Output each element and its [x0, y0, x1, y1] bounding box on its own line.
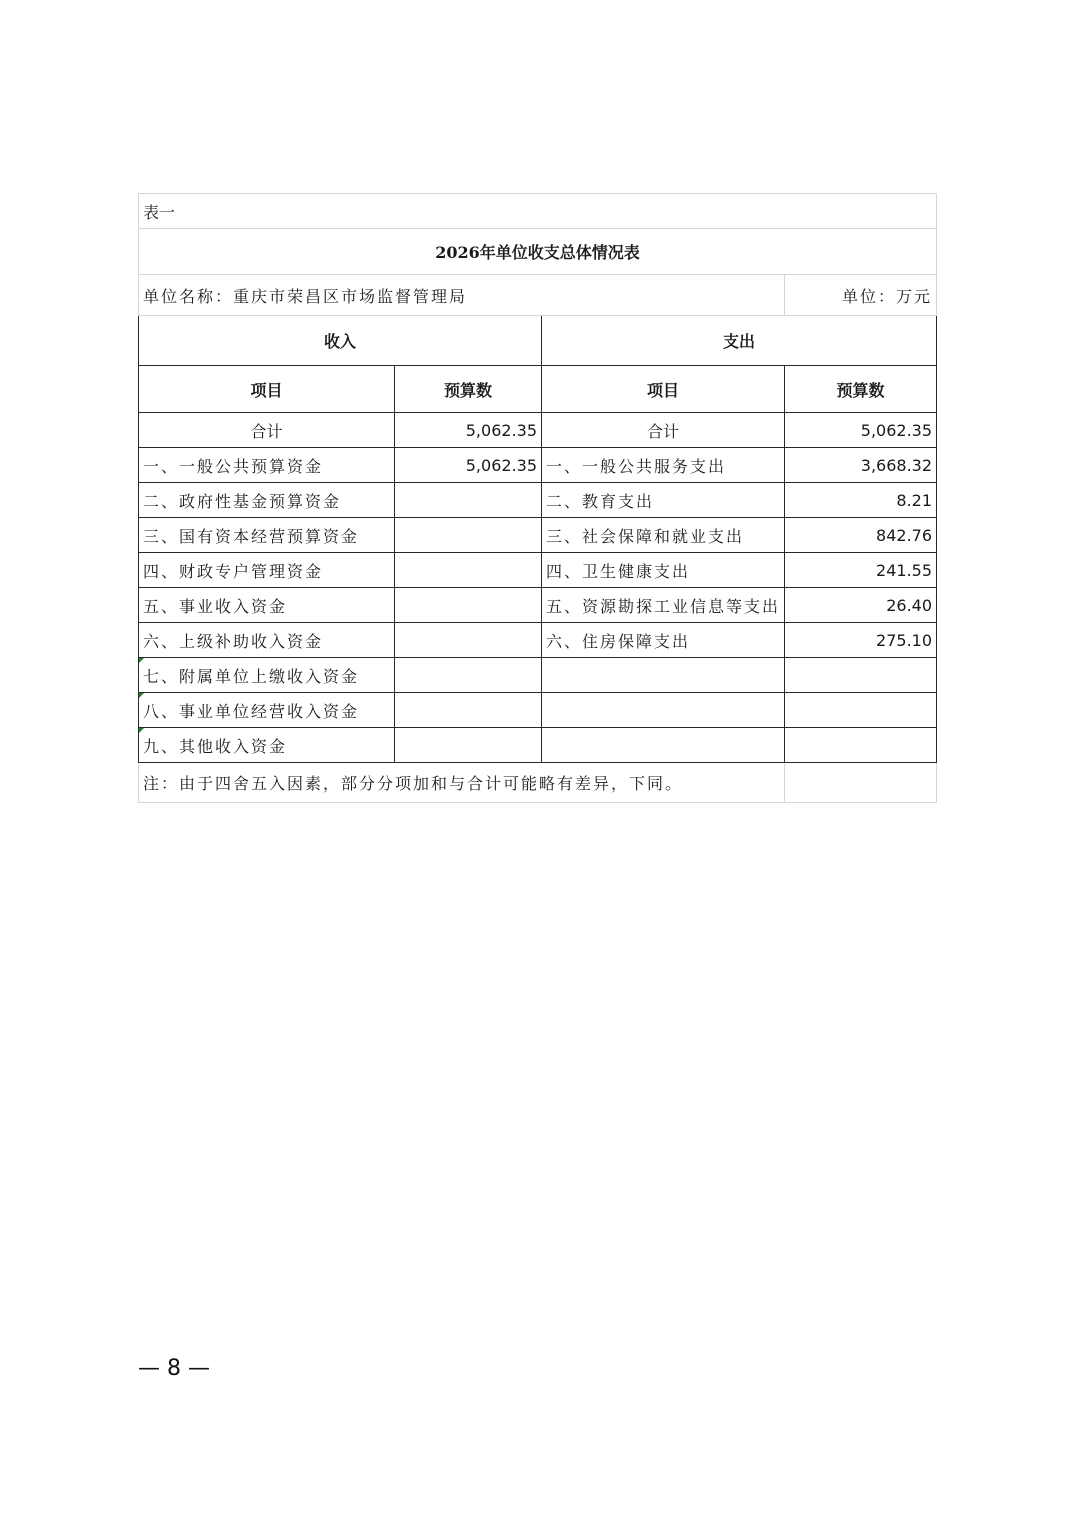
table-row — [139, 728, 937, 763]
income-header: 收入 — [139, 316, 542, 366]
footnote-blank-cell — [785, 763, 937, 803]
income-item: 七、附属单位上缴收入资金 — [139, 658, 395, 693]
income-value — [395, 693, 542, 728]
table-row — [139, 518, 937, 553]
expense-value — [785, 728, 937, 763]
table-row — [139, 588, 937, 623]
expense-item: 五、资源勘探工业信息等支出 — [542, 588, 785, 623]
expense-item: 四、卫生健康支出 — [542, 553, 785, 588]
income-value: 5,062.35 — [395, 448, 542, 483]
income-total-value: 5,062.35 — [395, 413, 542, 448]
expense-value: 26.40 — [785, 588, 937, 623]
expense-value — [785, 658, 937, 693]
income-value — [395, 588, 542, 623]
expense-total-label: 合计 — [542, 413, 785, 448]
income-budget-header: 预算数 — [395, 366, 542, 413]
income-item: 九、其他收入资金 — [139, 728, 395, 763]
table-row — [139, 623, 937, 658]
income-value — [395, 623, 542, 658]
expense-value: 275.10 — [785, 623, 937, 658]
expense-value: 241.55 — [785, 553, 937, 588]
budget-table — [138, 193, 937, 803]
income-item: 三、国有资本经营预算资金 — [139, 518, 395, 553]
table-row — [139, 658, 937, 693]
table-row — [139, 553, 937, 588]
income-value — [395, 518, 542, 553]
expense-item: 三、社会保障和就业支出 — [542, 518, 785, 553]
table-row — [139, 448, 937, 483]
page-number: — 8 — — [138, 1356, 210, 1381]
income-value — [395, 553, 542, 588]
expense-item-header: 项目 — [542, 366, 785, 413]
expense-header: 支出 — [542, 316, 937, 366]
expense-item — [542, 728, 785, 763]
income-item: 二、政府性基金预算资金 — [139, 483, 395, 518]
expense-value: 3,668.32 — [785, 448, 937, 483]
expense-budget-header: 预算数 — [785, 366, 937, 413]
expense-item: 一、一般公共服务支出 — [542, 448, 785, 483]
unit-name: 单位名称：重庆市荣昌区市场监督管理局 — [139, 275, 785, 316]
income-item-header: 项目 — [139, 366, 395, 413]
income-value — [395, 728, 542, 763]
expense-item — [542, 658, 785, 693]
table-row — [139, 693, 937, 728]
table-label: 表一 — [139, 194, 937, 229]
total-row — [139, 413, 937, 448]
income-value — [395, 658, 542, 693]
income-item: 八、事业单位经营收入资金 — [139, 693, 395, 728]
expense-value: 8.21 — [785, 483, 937, 518]
expense-value: 842.76 — [785, 518, 937, 553]
expense-item: 二、教育支出 — [542, 483, 785, 518]
expense-value — [785, 693, 937, 728]
footnote: 注：由于四舍五入因素，部分分项加和与合计可能略有差异，下同。 — [139, 763, 785, 803]
income-value — [395, 483, 542, 518]
expense-item — [542, 693, 785, 728]
income-item: 六、上级补助收入资金 — [139, 623, 395, 658]
income-total-label: 合计 — [139, 413, 395, 448]
income-item: 四、财政专户管理资金 — [139, 553, 395, 588]
expense-item: 六、住房保障支出 — [542, 623, 785, 658]
income-item: 五、事业收入资金 — [139, 588, 395, 623]
income-item: 一、一般公共预算资金 — [139, 448, 395, 483]
unit-label: 单位：万元 — [785, 275, 937, 316]
table-row — [139, 483, 937, 518]
expense-total-value: 5,062.35 — [785, 413, 937, 448]
page-title: 2026年单位收支总体情况表 — [139, 229, 937, 275]
